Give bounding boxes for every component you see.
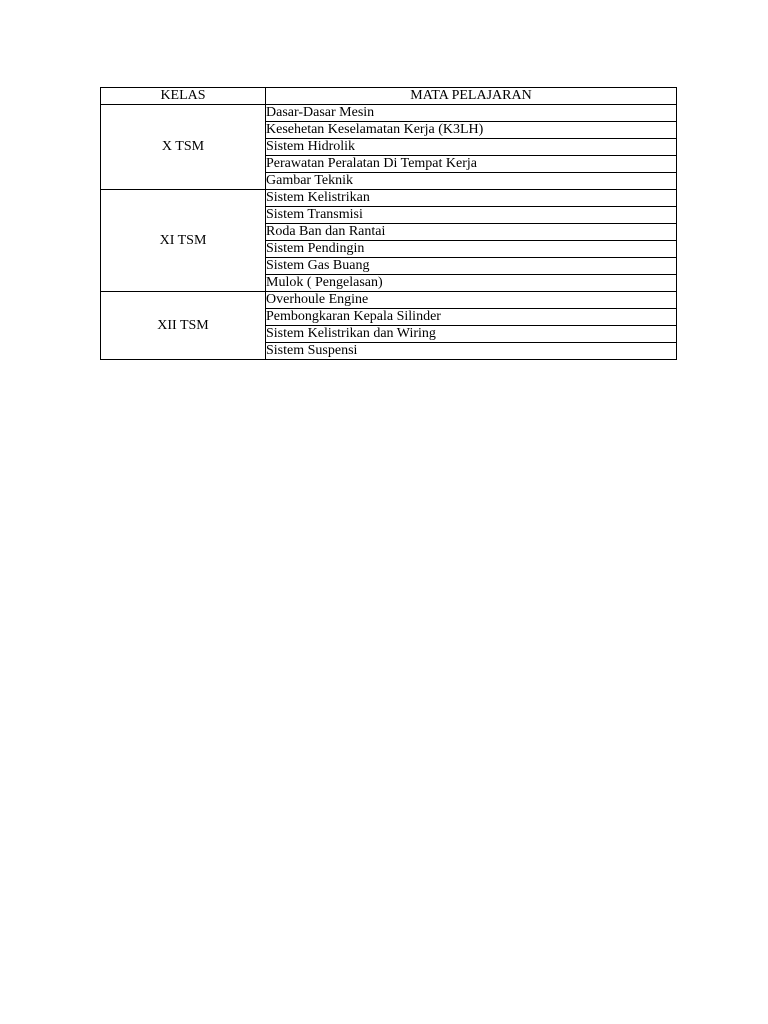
subject-cell: Sistem Pendingin	[266, 241, 677, 258]
subject-cell: Sistem Transmisi	[266, 207, 677, 224]
kelas-cell-xi-tsm: XI TSM	[101, 190, 266, 292]
header-kelas: KELAS	[101, 88, 266, 105]
header-mata-pelajaran: MATA PELAJARAN	[266, 88, 677, 105]
table-row	[101, 190, 677, 207]
subject-cell: Sistem Kelistrikan	[266, 190, 677, 207]
subject-cell: Perawatan Peralatan Di Tempat Kerja	[266, 156, 677, 173]
subject-cell: Gambar Teknik	[266, 173, 677, 190]
table-row	[101, 105, 677, 122]
class-subject-table	[100, 87, 677, 360]
kelas-cell-x-tsm: X TSM	[101, 105, 266, 190]
subject-cell: Pembongkaran Kepala Silinder	[266, 309, 677, 326]
subject-cell: Sistem Kelistrikan dan Wiring	[266, 326, 677, 343]
subject-cell: Sistem Suspensi	[266, 343, 677, 360]
subject-cell: Mulok ( Pengelasan)	[266, 275, 677, 292]
kelas-cell-xii-tsm: XII TSM	[101, 292, 266, 360]
subject-cell: Kesehetan Keselamatan Kerja (K3LH)	[266, 122, 677, 139]
subject-cell: Dasar-Dasar Mesin	[266, 105, 677, 122]
subject-cell: Roda Ban dan Rantai	[266, 224, 677, 241]
subject-cell: Sistem Hidrolik	[266, 139, 677, 156]
table-header-row	[101, 88, 677, 105]
subject-cell: Sistem Gas Buang	[266, 258, 677, 275]
subject-cell: Overhoule Engine	[266, 292, 677, 309]
table-row	[101, 292, 677, 309]
